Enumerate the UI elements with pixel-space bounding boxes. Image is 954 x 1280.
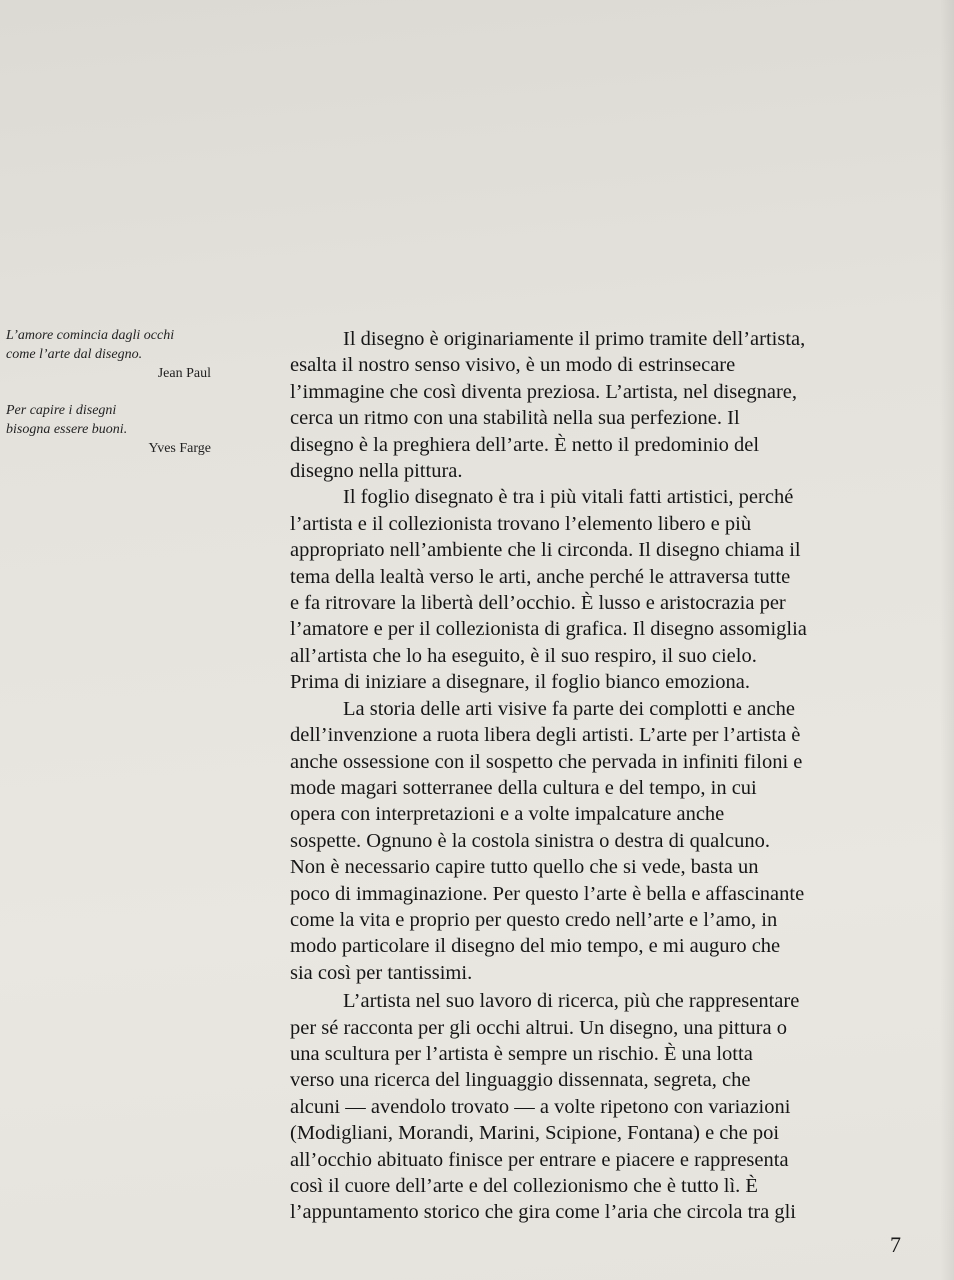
text-line: Non è necessario capire tutto quello che si vede, basta un (290, 856, 759, 879)
text-line: disegno nella pittura. (290, 460, 463, 483)
text-line: (Modigliani, Morandi, Marini, Scipione, Fontana) e che poi (290, 1122, 780, 1145)
text-line: dell’invenzione a ruota libera degli artisti. L’arte per l’artista è (290, 724, 801, 747)
text-line: all’occhio abituato finisce per entrare e piacere e rappresenta (290, 1148, 789, 1171)
body-paragraph (290, 326, 870, 484)
epigraphs (6, 326, 211, 476)
text-line: disegno è la preghiera dell’arte. È netto il predominio del (290, 433, 760, 456)
text-line: come la vita e proprio per questo credo nell’arte e l’amo, in (290, 908, 778, 931)
text-line: opera con interpretazioni e a volte impalcature anche (290, 803, 725, 826)
epigraph-2 (6, 401, 211, 458)
text-line: una scultura per l’artista è sempre un rischio. È una lotta (290, 1042, 753, 1065)
text-line: l’immagine che così diventa preziosa. L’artista, nel disegnare, (290, 380, 798, 403)
text-line: Il foglio disegnato è tra i più vitali fatti artistici, perché (343, 486, 794, 509)
text-line: alcuni — avendolo trovato — a volte ripetono con variazioni (290, 1095, 791, 1118)
text-line: poco di immaginazione. Per questo l’arte è bella e affascinante (290, 882, 805, 905)
text-line: L’artista nel suo lavoro di ricerca, più che rappresentare (343, 990, 800, 1013)
body-paragraph (290, 988, 870, 1226)
epigraph-quote: Per capire i disegni bisogna essere buoni. (6, 403, 128, 437)
text-line: all’artista che lo ha eseguito, è il suo respiro, il suo cielo. (290, 644, 757, 667)
text-line: per sé racconta per gli occhi altrui. Un disegno, una pittura o (290, 1016, 787, 1039)
text-line: La storia delle arti visive fa parte dei complotti e anche (343, 697, 795, 720)
text-line: tema della lealtà verso le arti, anche perché le attraversa tutte (290, 565, 791, 588)
text-line: sia così per tantissimi. (290, 961, 473, 984)
text-line: cerca un ritmo con una stabilità nella sua perfezione. Il (290, 407, 740, 430)
epigraph-author: Yves Farge (148, 441, 211, 456)
text-line: Prima di iniziare a disegnare, il foglio bianco emoziona. (290, 671, 750, 694)
text-line: mode magari sotterranee della cultura e del tempo, in cui (290, 776, 757, 799)
body-paragraph (290, 484, 870, 695)
text-line: verso una ricerca del linguaggio dissennata, segreta, che (290, 1069, 751, 1092)
text-line: anche ossessione con il sospetto che pervada in infiniti filoni e (290, 750, 803, 773)
text-line: e fa ritrovare la libertà dell’occhio. È lusso e aristocrazia per (290, 592, 786, 615)
text-line: appropriato nell’ambiente che li circonda. Il disegno chiama il (290, 539, 801, 562)
epigraph-1 (6, 326, 211, 383)
page-edge-shadow (940, 0, 954, 1280)
text-line: Il disegno è originariamente il primo tramite dell’artista, (343, 328, 806, 350)
text-line: l’artista e il collezionista trovano l’elemento libero e più (290, 512, 752, 535)
page-number: 7 (890, 1232, 901, 1257)
text-line: modo particolare il disegno del mio tempo, e mi auguro che (290, 935, 781, 958)
text-line: così il cuore dell’arte e del collezionismo che è tutto lì. È (290, 1175, 758, 1197)
text-line: l’amatore e per il collezionista di grafica. Il disegno assomiglia (290, 618, 807, 641)
epigraph-author: Jean Paul (157, 366, 211, 381)
body-text (290, 326, 870, 1226)
text-line: l’appuntamento storico che gira come l’aria che circola tra gli (290, 1201, 797, 1224)
text-line: esalta il nostro senso visivo, è un modo di estrinsecare (290, 354, 736, 377)
epigraph-quote: L’amore comincia dagli occhi come l’arte dal disegno. (6, 328, 175, 362)
text-line: sospette. Ognuno è la costola sinistra o destra di qualcuno. (290, 829, 770, 852)
body-paragraph (290, 696, 870, 986)
